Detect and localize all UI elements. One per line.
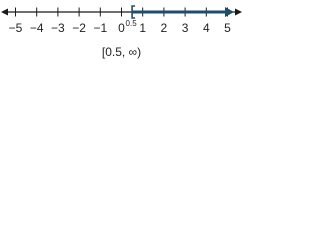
- tick-label: 5: [224, 21, 231, 35]
- interval-notation: [0.5, ∞): [101, 45, 142, 59]
- tick-label: −5: [8, 21, 23, 35]
- tick-label: 4: [202, 21, 210, 35]
- tick-label: −3: [51, 21, 65, 35]
- number-line-figure: [0, 0, 243, 63]
- ray-arrowhead-icon: [225, 7, 234, 17]
- left-arrowhead-icon: [1, 9, 8, 16]
- tick-label: 1: [139, 21, 147, 35]
- right-arrowhead-icon: [235, 9, 242, 16]
- tick-labels: [9, 21, 232, 35]
- tick-label: 0: [118, 21, 125, 35]
- tick-label: −2: [72, 21, 86, 35]
- tick-label: 3: [181, 21, 189, 35]
- solution-ray: [132, 6, 234, 18]
- tick-label: −1: [93, 21, 108, 35]
- tick-label: 2: [160, 21, 168, 35]
- endpoint-label: 0.5: [125, 19, 137, 28]
- tick-label: −4: [29, 21, 44, 35]
